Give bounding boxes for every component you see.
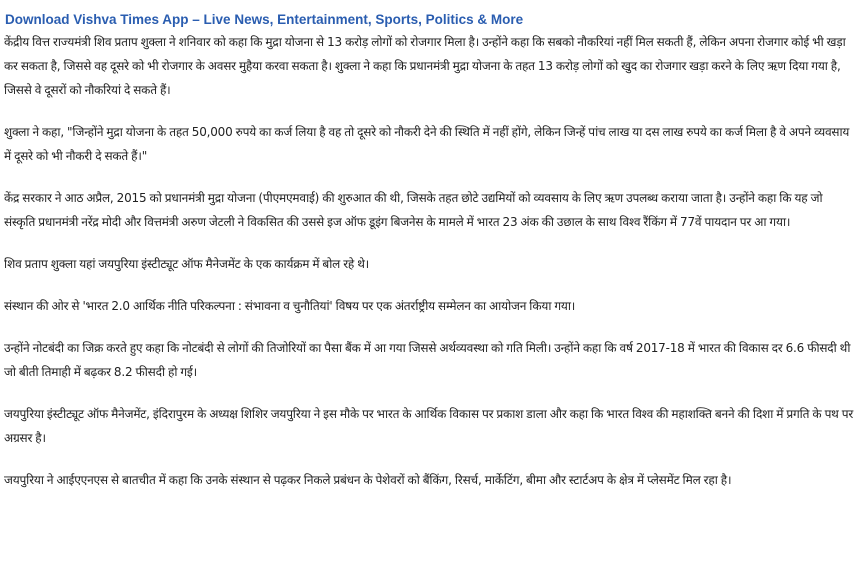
article-paragraph-4: शिव प्रताप शुक्ला यहां जयपुरिया इंस्टीट्यूट ऑफ मैनेजमेंट के एक कार्यक्रम में बोल रहे थे। (4, 257, 370, 271)
article-paragraph-2: शुक्ला ने कहा, "जिन्होंने मुद्रा योजना के तहत 50,000 रुपये का कर्ज लिया है वह तो दूसरे को नौकरी देने की स्थिति में नहीं होंगे, लेकिन जिन्हें पांच लाख या दस लाख रुपये का कर्ज मिला है वे अपने व्यवसाय में दूसरे को भी नौकरी दे सकते हैं।" (4, 125, 850, 163)
article-paragraph-5: संस्थान की ओर से 'भारत 2.0 आर्थिक नीति परिकल्पना : संभावना व चुनौतियां' विषय पर एक अंतर्राष्ट्रीय सम्मेलन का आयोजन किया गया। (4, 299, 576, 313)
article-body (4, 30, 854, 492)
download-app-link[interactable]: Download Vishva Times App – Live News, Entertainment, Sports, Politics & More (5, 12, 524, 27)
article-paragraph-1: केंद्रीय वित्त राज्यमंत्री शिव प्रताप शुक्ला ने शनिवार को कहा कि मुद्रा योजना से 13 करोड़ लोगों को रोजगार मिला है। उन्होंने कहा कि सबको नौकरियां नहीं मिल सकती हैं, लेकिन अपना रोजगार कोई भी खड़ा कर सकता है, जिससे वह दूसरे को भी रोजगार के अवसर मुहैया करवा सकता है। शुक्ला ने कहा कि प्रधानमंत्री मुद्रा योजना के तहत 13 करोड़ लोगों को खुद का रोजगार खड़ा करने के लिए ऋण दिया गया है, जिससे वे दूसरों को नौकरियां दे सकते हैं। (4, 35, 846, 97)
article-paragraph-3: केंद्र सरकार ने आठ अप्रैल, 2015 को प्रधानमंत्री मुद्रा योजना (पीएमएमवाई) की शुरुआत की थी, जिसके तहत छोटे उद्यमियों को व्यवसाय के लिए ऋण उपलब्ध कराया जाता है। उन्होंने कहा कि यह जो संस्कृति प्रधानमंत्री नरेंद्र मोदी और वित्तमंत्री अरुण जेटली ने विकसित की उससे इज ऑफ डूइंग बिजनेस के मामले में भारत 23 अंक की उछाल के साथ विश्व रैंकिंग में 77वें पायदान पर आ गया। (4, 191, 823, 229)
article-paragraph-8: जयपुरिया ने आईएएनएस से बातचीत में कहा कि उनके संस्थान से पढ़कर निकले प्रबंधन के पेशेवरों को बैंकिंग, रिसर्च, मार्केटिंग, बीमा और स्टार्टअप के क्षेत्र में प्लेसमेंट मिल रहा है। (4, 473, 732, 487)
article-paragraph-6: उन्होंने नोटबंदी का जिक्र करते हुए कहा कि नोटबंदी से लोगों की तिजोरियों का पैसा बैंक में आ गया जिससे अर्थव्यवस्था को गति मिली। उन्होंने कहा कि वर्ष 2017-18 में भारत की विकास दर 6.6 फीसदी थी जो बीती तिमाही में बढ़कर 8.2 फीसदी हो गई। (4, 341, 851, 379)
article-paragraph-7: जयपुरिया इंस्टीट्यूट ऑफ मैनेजमेंट, इंदिरापुरम के अध्यक्ष शिशिर जयपुरिया ने इस मौके पर भारत के आर्थिक विकास पर प्रकाश डाला और कहा कि भारत विश्व की महाशक्ति बनने की दिशा में प्रगति के पथ पर अग्रसर है। (4, 407, 854, 445)
